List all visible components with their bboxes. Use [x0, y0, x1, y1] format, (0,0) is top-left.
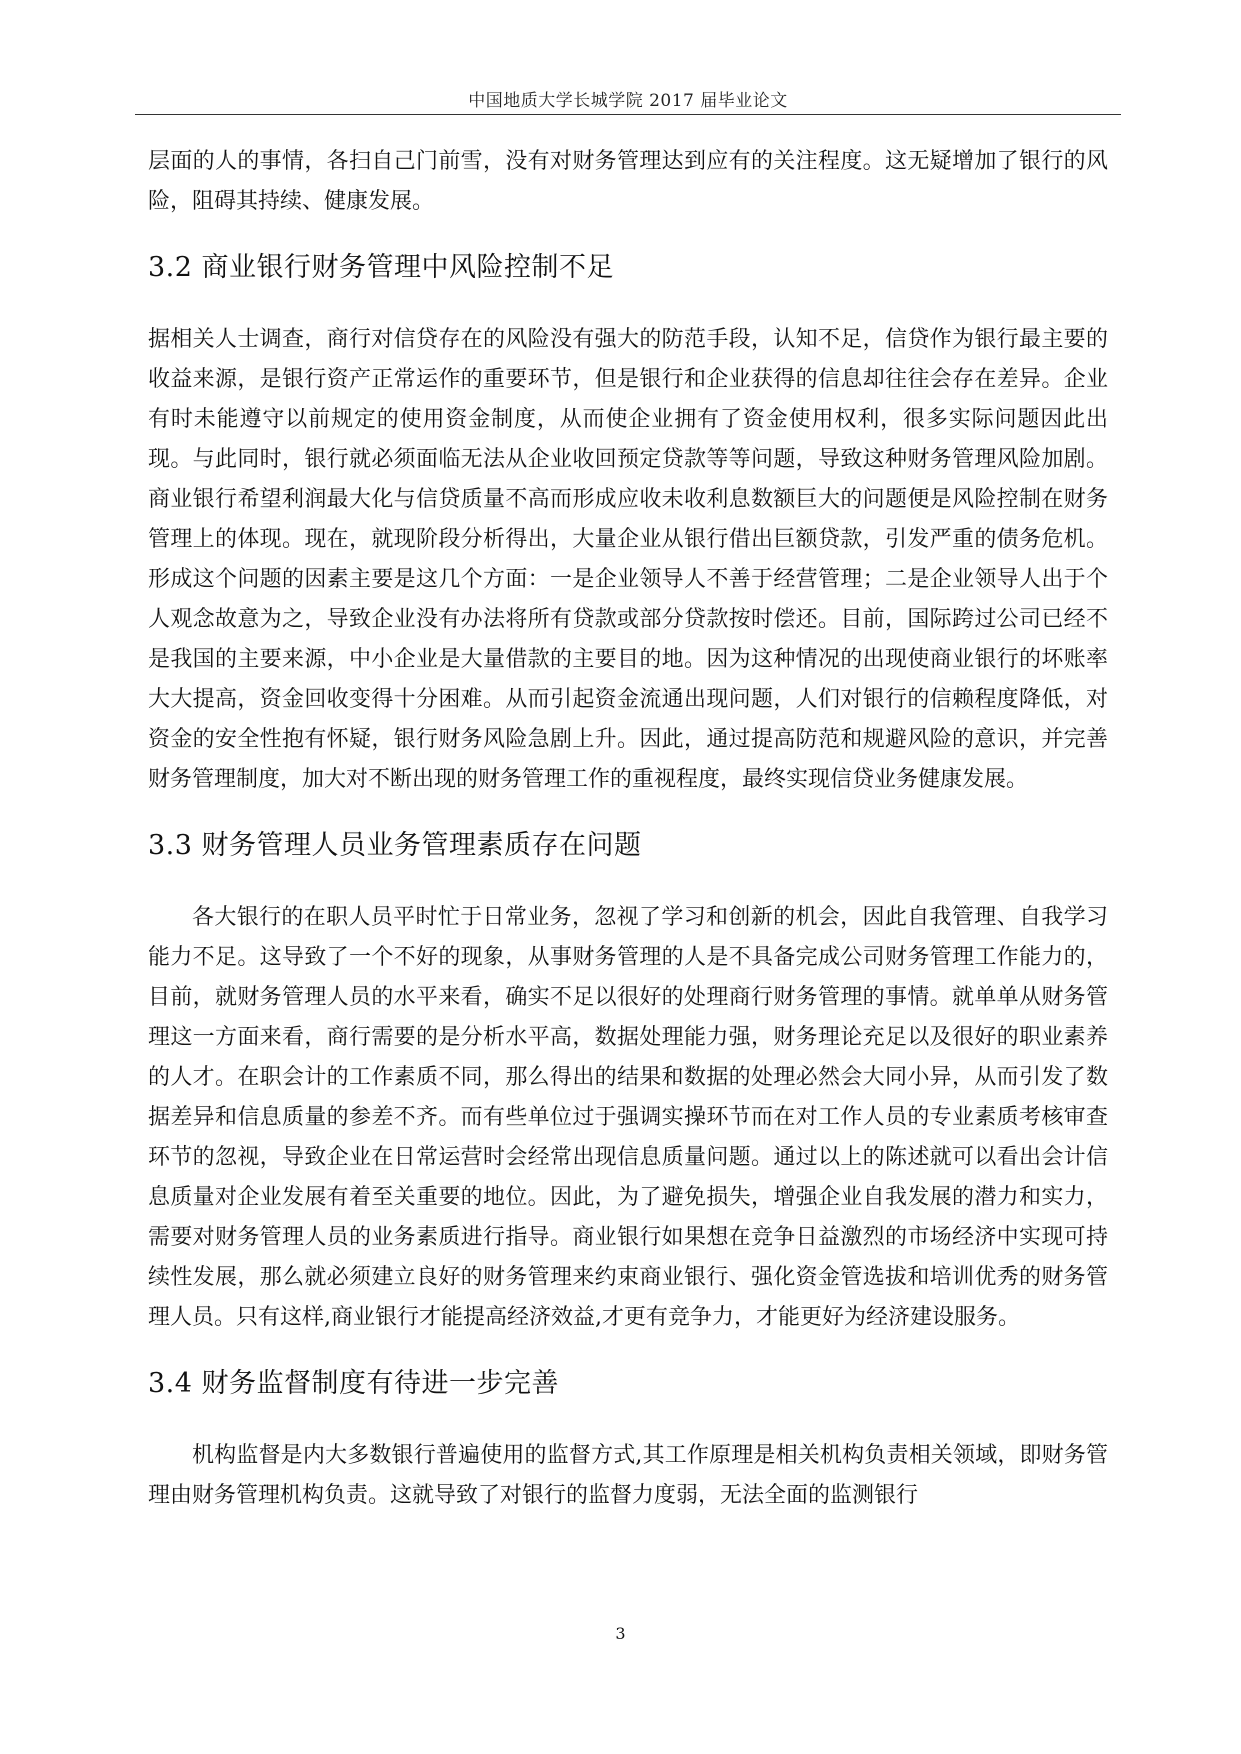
- section-heading-3-4: 3.4 财务监督制度有待进一步完善: [148, 1368, 560, 1399]
- header-rule: [135, 114, 1121, 115]
- running-header: 中国地质大学长城学院 2017 届毕业论文: [468, 91, 788, 111]
- paragraph-section-3-2: 据相关人士调查，商行对信贷存在的风险没有强大的防范手段，认知不足，信贷作为银行最主要的收益来源，是银行资产正常运作的重要环节，但是银行和企业获得的信息却往往会存在差异。企业有时未能遵守以前规定的使用资金制度，从而使企业拥有了资金使用权利，很多实际问题因此出现。与此同时，银行就必须面临无法从企业收回预定贷款等等问题，导致这种财务管理风险加剧。商业银行希望利润最大化与信贷质量不高而形成应收未收利息数额巨大的问题便是风险控制在财务管理上的体现。现在，就现阶段分析得出，大量企业从银行借出巨额贷款，引发严重的债务危机。形成这个问题的因素主要是这几个方面：一是企业领导人不善于经营管理；二是企业领导人出于个人观念故意为之，导致企业没有办法将所有贷款或部分贷款按时偿还。目前，国际跨过公司已经不是我国的主要来源，中小企业是大量借款的主要目的地。因为这种情况的出现使商业银行的坏账率大大提高，资金回收变得十分困难。从而引起资金流通出现问题，人们对银行的信赖程度降低，对资金的安全性抱有怀疑，银行财务风险急剧上升。因此，通过提高防范和规避风险的意识，并完善财务管理制度，加大对不断出现的财务管理工作的重视程度，最终实现信贷业务健康发展。: [148, 327, 1108, 792]
- page-content: [148, 142, 1108, 1516]
- paragraph-intro-continued: 层面的人的事情，各扫自己门前雪，没有对财务管理达到应有的关注程度。这无疑增加了银行的风险，阻碍其持续、健康发展。: [148, 149, 1108, 214]
- section-heading-3-2: 3.2 商业银行财务管理中风险控制不足: [148, 252, 615, 283]
- page-number: 3: [615, 1624, 626, 1643]
- section-heading-3-3: 3.3 财务管理人员业务管理素质存在问题: [148, 830, 642, 861]
- paragraph-section-3-4: 机构监督是内大多数银行普遍使用的监督方式,其工作原理是相关机构负责相关领域，即财务管理由财务管理机构负责。这就导致了对银行的监督力度弱，无法全面的监测银行: [148, 1443, 1108, 1508]
- paragraph-section-3-3: 各大银行的在职人员平时忙于日常业务，忽视了学习和创新的机会，因此自我管理、自我学习能力不足。这导致了一个不好的现象，从事财务管理的人是不具备完成公司财务管理工作能力的，目前，就财务管理人员的水平来看，确实不足以很好的处理商行财务管理的事情。就单单从财务管理这一方面来看，商行需要的是分析水平高，数据处理能力强，财务理论充足以及很好的职业素养的人才。在职会计的工作素质不同，那么得出的结果和数据的处理必然会大同小异，从而引发了数据差异和信息质量的参差不齐。而有些单位过于强调实操环节而在对工作人员的专业素质考核审查环节的忽视，导致企业在日常运营时会经常出现信息质量问题。通过以上的陈述就可以看出会计信息质量对企业发展有着至关重要的地位。因此，为了避免损失，增强企业自我发展的潜力和实力，需要对财务管理人员的业务素质进行指导。商业银行如果想在竞争日益激烈的市场经济中实现可持续性发展，那么就必须建立良好的财务管理来约束商业银行、强化资金管选拔和培训优秀的财务管理人员。只有这样,商业银行才能提高经济效益,才更有竞争力，才能更好为经济建设服务。: [148, 905, 1108, 1330]
